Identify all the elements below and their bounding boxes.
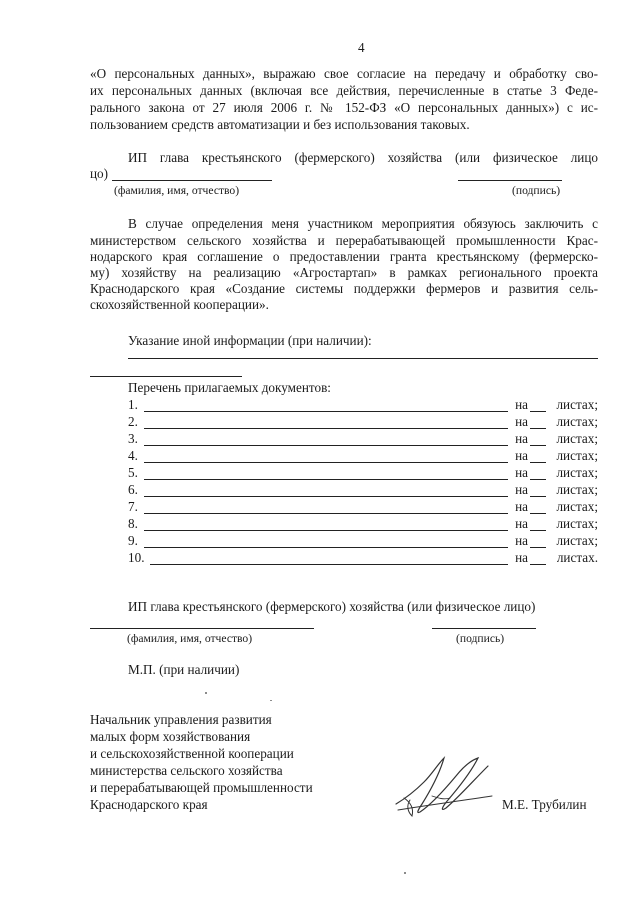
name-caption: (фамилия, имя, отчество) <box>114 184 240 197</box>
documents-title: Перечень прилагаемых документов: <box>128 380 331 395</box>
document-name-line[interactable] <box>144 530 508 531</box>
on-word: на <box>515 465 528 480</box>
signatory-label-2: ИП глава крестьянского (фермерского) хозяйства (или физическое лицо) <box>128 599 536 614</box>
pages-word: листах. <box>556 550 598 565</box>
on-word: на <box>515 431 528 446</box>
obligation-line-2: министерством сельского хозяйства и перерабатывающей промышленности Крас- <box>90 233 598 248</box>
handwritten-signature <box>392 752 502 824</box>
scan-speck <box>270 700 272 701</box>
document-name-line[interactable] <box>144 462 508 463</box>
document-number: 7. <box>128 499 138 514</box>
other-info-label: Указание иной информации (при наличии): <box>128 333 372 348</box>
name-line-2[interactable] <box>90 628 314 629</box>
obligation-line-3: нодарского края соглашение о предоставлении гранта крестьянскому (фермерско- <box>90 249 598 264</box>
official-title-line-2: малых форм хозяйствования <box>90 729 251 744</box>
document-row <box>128 482 598 499</box>
obligation-line-4: му) хозяйству на реализацию «Агростартап» в рамках регионального проекта <box>90 265 598 280</box>
page-count-line[interactable] <box>530 445 546 446</box>
document-row <box>128 431 598 448</box>
document-row <box>128 414 598 431</box>
obligation-line-1: В случае определения меня участником мероприятия обязуюсь заключить с <box>128 216 598 231</box>
pages-word: листах; <box>556 448 598 463</box>
document-row <box>128 550 598 567</box>
official-title-line-5: и перерабатывающей промышленности <box>90 780 313 795</box>
signatory-label: ИП глава крестьянского (фермерского) хозяйства (или физическое лицо <box>128 150 598 165</box>
document-name-line[interactable] <box>144 496 508 497</box>
pages-word: листах; <box>556 465 598 480</box>
pages-word: листах; <box>556 482 598 497</box>
document-name-line[interactable] <box>144 428 508 429</box>
signature-caption-2: (подпись) <box>456 632 505 645</box>
pages-word: листах; <box>556 397 598 412</box>
on-word: на <box>515 550 528 565</box>
pages-word: листах; <box>556 414 598 429</box>
official-name: М.Е. Трубилин <box>502 797 587 812</box>
document-number: 8. <box>128 516 138 531</box>
pages-word: листах; <box>556 533 598 548</box>
document-name-line[interactable] <box>144 479 508 480</box>
document-name-line[interactable] <box>144 445 508 446</box>
scan-speck <box>205 692 207 694</box>
consent-line-3: рального закона от 27 июля 2006 г. № 152-ФЗ «О персональных данных») с ис- <box>90 100 598 115</box>
page-count-line[interactable] <box>530 462 546 463</box>
page-number: 4 <box>358 40 365 55</box>
document-row <box>128 533 598 550</box>
on-word: на <box>515 448 528 463</box>
document-row <box>128 499 598 516</box>
official-title-line-4: министерства сельского хозяйства <box>90 763 283 778</box>
pages-word: листах; <box>556 499 598 514</box>
other-info-line-1[interactable] <box>128 358 598 359</box>
page-count-line[interactable] <box>530 547 546 548</box>
official-title-line-6: Краснодарского края <box>90 797 208 812</box>
signature-line[interactable] <box>458 180 562 181</box>
page-count-line[interactable] <box>530 564 546 565</box>
document-number: 9. <box>128 533 138 548</box>
official-title-line-1: Начальник управления развития <box>90 712 272 727</box>
document-name-line[interactable] <box>144 411 508 412</box>
document-row <box>128 465 598 482</box>
page-count-line[interactable] <box>530 496 546 497</box>
document-number: 6. <box>128 482 138 497</box>
signatory-label-tail: цо) <box>90 166 109 181</box>
page-count-line[interactable] <box>530 479 546 480</box>
document-number: 2. <box>128 414 138 429</box>
document-number: 3. <box>128 431 138 446</box>
document-number: 4. <box>128 448 138 463</box>
document-number: 10. <box>128 550 145 565</box>
page-count-line[interactable] <box>530 411 546 412</box>
on-word: на <box>515 397 528 412</box>
document-number: 1. <box>128 397 138 412</box>
document-number: 5. <box>128 465 138 480</box>
obligation-line-5: Краснодарского края «Создание системы поддержки фермеров и развития сель- <box>90 281 598 296</box>
document-name-line[interactable] <box>144 547 508 548</box>
consent-line-4: пользованием средств автоматизации и без использования таковых. <box>90 117 470 132</box>
consent-line-1: «О персональных данных», выражаю свое согласие на передачу и обработку сво- <box>90 66 598 81</box>
document-row <box>128 448 598 465</box>
signature-line-2[interactable] <box>432 628 536 629</box>
document-name-line[interactable] <box>144 513 508 514</box>
stamp-note: М.П. (при наличии) <box>128 662 240 677</box>
page-count-line[interactable] <box>530 428 546 429</box>
document-row <box>128 516 598 533</box>
consent-line-2: их персональных данных (включая все действия, перечисленные в статье 3 Феде- <box>90 83 598 98</box>
name-caption-2: (фамилия, имя, отчество) <box>127 632 253 645</box>
on-word: на <box>515 499 528 514</box>
pages-word: листах; <box>556 431 598 446</box>
scan-speck <box>404 872 406 874</box>
official-title-line-3: и сельскохозяйственной кооперации <box>90 746 294 761</box>
other-info-line-2[interactable] <box>90 376 242 377</box>
obligation-line-6: скохозяйственной кооперации». <box>90 297 269 312</box>
on-word: на <box>515 516 528 531</box>
name-line[interactable] <box>112 180 272 181</box>
page-count-line[interactable] <box>530 530 546 531</box>
document-row <box>128 397 598 414</box>
pages-word: листах; <box>556 516 598 531</box>
page-count-line[interactable] <box>530 513 546 514</box>
signature-caption: (подпись) <box>512 184 561 197</box>
on-word: на <box>515 533 528 548</box>
on-word: на <box>515 414 528 429</box>
on-word: на <box>515 482 528 497</box>
document-name-line[interactable] <box>150 564 508 565</box>
